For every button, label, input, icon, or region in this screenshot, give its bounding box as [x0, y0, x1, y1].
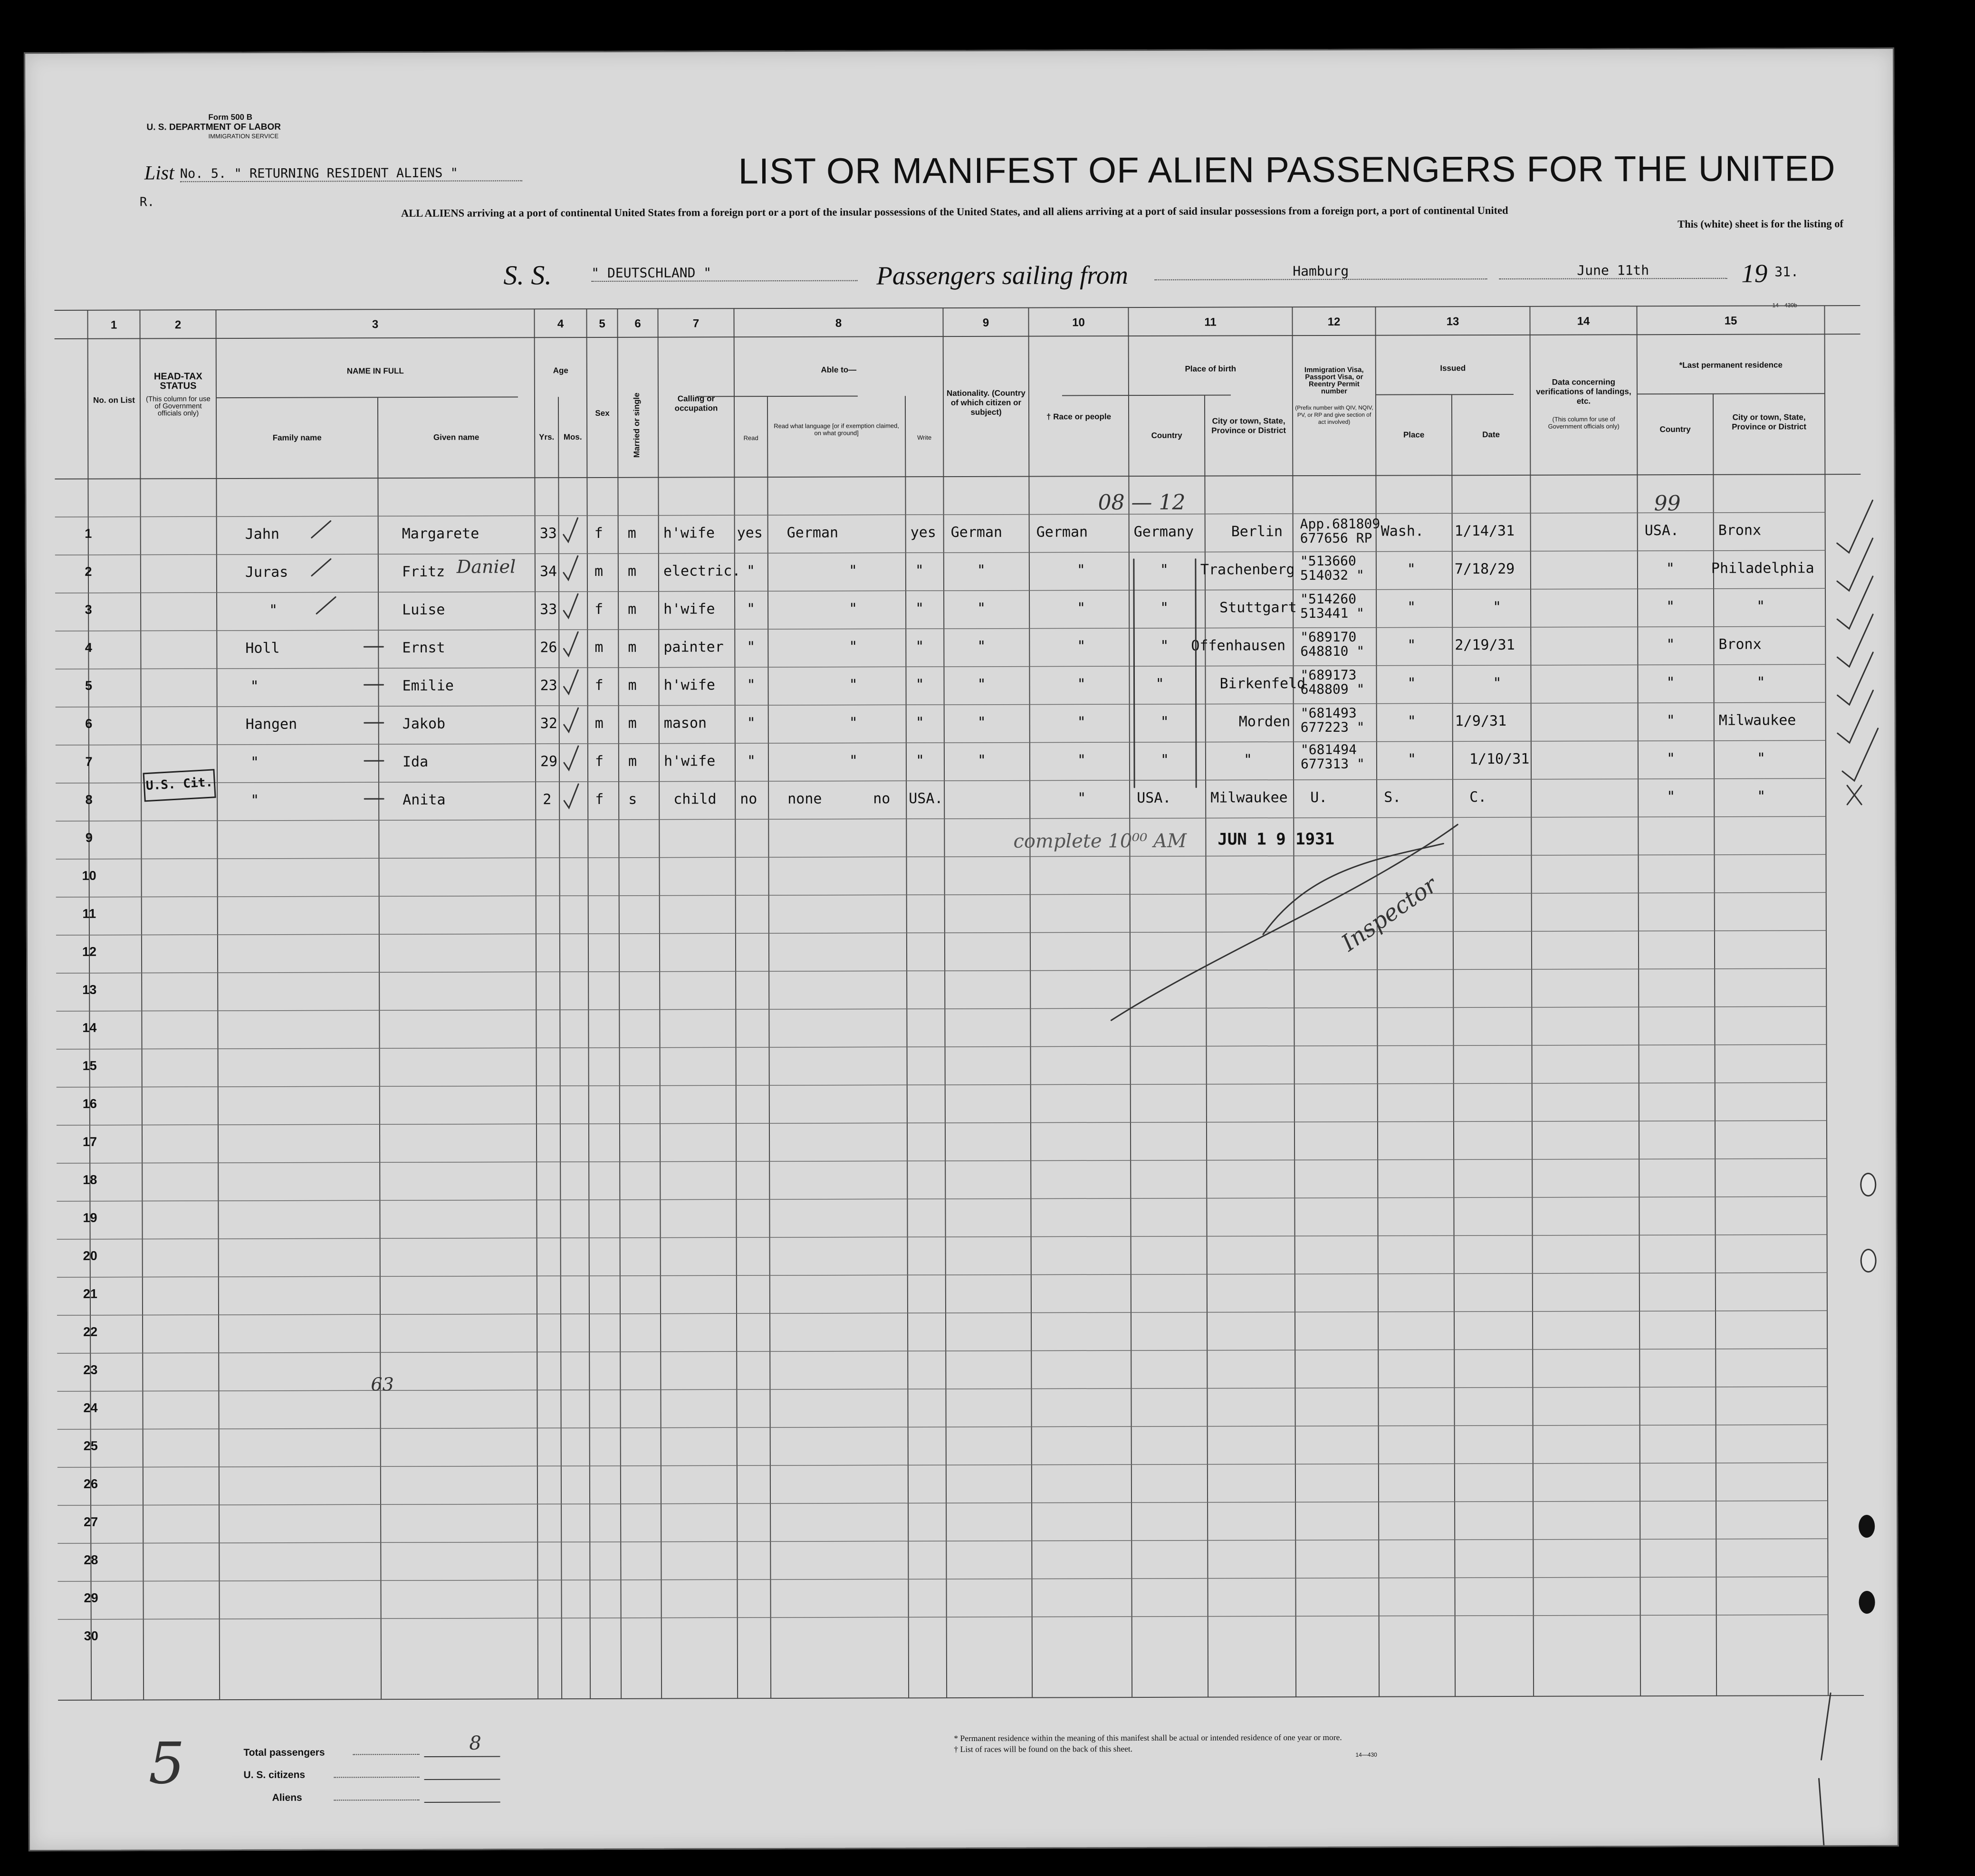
birth-city-cell: Stuttgart [1219, 599, 1297, 616]
issued-date-cell: C. [1469, 789, 1487, 806]
read-cell: " [746, 563, 756, 580]
us-cit-stamp [143, 769, 216, 802]
row-number: 9 [85, 830, 93, 845]
service-label: IMMIGRATION SERVICE [208, 132, 279, 140]
form-number: Form 500 B [208, 112, 253, 122]
header-able-to: Able to— [821, 365, 857, 374]
given-name-cell: Emilie [402, 677, 454, 695]
age-yrs-cell: 33 [539, 525, 557, 542]
column-number: 14 [1577, 315, 1590, 328]
nationality-cell: " [977, 638, 986, 655]
given-name-note: Daniel [456, 556, 516, 577]
margin-note-63: 63 [371, 1374, 394, 1395]
row-number: 18 [83, 1172, 97, 1187]
visa-cell-2: 677656 RP [1300, 530, 1372, 546]
age-yrs-cell: 2 [543, 791, 552, 808]
binder-hole [1859, 1591, 1875, 1614]
given-name-cell: Ernst [402, 639, 445, 657]
row-number: 12 [82, 944, 97, 959]
res-city-cell: Bronx [1718, 636, 1762, 653]
r-mark: R. [139, 195, 155, 210]
birth-country-cell: " [1160, 713, 1169, 730]
column-number: 3 [372, 318, 379, 331]
sex-cell: m [594, 639, 604, 656]
visa-cell-2: 677223 " [1300, 719, 1365, 736]
read-cell: " [747, 639, 756, 656]
header-age: Age [553, 366, 568, 375]
language-cell: " [848, 562, 858, 579]
header-no-on-list: No. on List [93, 395, 135, 405]
subtitle-line-1: ALL ALIENS arriving at a port of continental United States from a foreign port or a port of the insular possessions of the United States, and all aliens arriving at a port of said insular possessions from a foreign port, a port of continental United [401, 204, 1508, 220]
language-cell: none [787, 790, 822, 807]
age-yrs-cell: 26 [540, 639, 557, 656]
us-citizens-label: U. S. citizens [243, 1769, 306, 1780]
corner-code: 14—430b [1772, 302, 1797, 309]
res-city-cell: " [1756, 750, 1766, 767]
birth-country-cell: " [1160, 637, 1169, 654]
birth-country-cell: " [1160, 751, 1170, 768]
visa-cell: "681493 [1300, 705, 1357, 721]
header-place-of-birth: Place of birth [1185, 364, 1237, 373]
row-number: 4 [85, 640, 92, 655]
header-read-language: Read what language [or if exemption claimed, on what ground] [774, 422, 900, 437]
issued-place-cell: " [1407, 713, 1416, 730]
res-city-cell: " [1757, 788, 1766, 805]
birth-city-cell: Trachenberg [1200, 561, 1295, 578]
header-visa: Immigration Visa, Passport Visa, or Reentry Permit number [1304, 365, 1364, 396]
row-number: 6 [85, 716, 93, 731]
total-passengers-line [353, 1754, 419, 1755]
footnote-races: † List of races will be found on the back of this sheet. [954, 1744, 1133, 1754]
family-name-cell: Hangen [245, 716, 297, 733]
header-sex: Sex [595, 408, 610, 418]
visa-cell-2: 677313 " [1300, 756, 1365, 772]
issued-date-cell: 1/10/31 [1469, 750, 1530, 768]
column-number: 13 [1446, 315, 1459, 328]
row-number: 22 [83, 1324, 98, 1339]
list-value: No. 5. " RETURNING RESIDENT ALIENS " [180, 165, 522, 182]
total-passengers-label: Total passengers [243, 1747, 325, 1758]
read-cell: " [747, 601, 756, 618]
age-yrs-cell: 32 [540, 715, 557, 732]
column-number: 10 [1072, 316, 1085, 329]
given-name-cell: Jakob [402, 715, 446, 733]
row-number: 8 [85, 792, 93, 807]
total-passengers-value: 8 [469, 1732, 481, 1754]
row-number: 10 [82, 868, 96, 883]
given-name-cell: Ida [402, 753, 429, 771]
res-country-cell: " [1666, 750, 1676, 767]
row-number: 14 [82, 1020, 97, 1035]
row-number: 24 [83, 1400, 98, 1415]
visa-cell-2: 648809 " [1300, 681, 1365, 698]
row-number: 26 [83, 1476, 98, 1491]
res-country-cell: " [1667, 788, 1676, 805]
read-cell: yes [737, 525, 763, 542]
row-number: 2 [85, 564, 92, 579]
column-number: 2 [174, 318, 182, 332]
marital-cell: m [628, 639, 637, 656]
nationality-cell: USA. [909, 790, 943, 807]
aliens-label: Aliens [272, 1792, 302, 1803]
visa-cell: App.681809 [1300, 516, 1381, 532]
binder-hole [1860, 1173, 1876, 1196]
birth-city-cell: Berlin [1231, 523, 1283, 540]
nationality-cell: German [950, 524, 1003, 541]
birth-city-cell: Offenhausen [1191, 637, 1286, 654]
write-cell: no [873, 790, 891, 807]
write-cell: " [915, 752, 925, 769]
total-passengers-field [424, 1756, 500, 1757]
calling-cell: h'wife [663, 677, 715, 694]
read-cell: no [740, 791, 757, 808]
race-cell: " [1077, 600, 1086, 617]
race-cell: German [1036, 524, 1088, 541]
nationality-cell: " [977, 714, 986, 731]
res-country-cell: " [1666, 560, 1675, 577]
margin-note-5: 5 [148, 1731, 185, 1797]
header-visa-note: (Prefix number with QIV, NQIV, PV, or RP and give section of act involved) [1295, 404, 1373, 426]
column-number: 9 [982, 316, 989, 329]
manifest-title: LIST OR MANIFEST OF ALIEN PASSENGERS FOR THE UNITED [738, 148, 1836, 192]
res-country-cell: USA. [1644, 522, 1679, 539]
sex-cell: m [594, 715, 604, 732]
sex-cell: m [594, 563, 604, 580]
birth-city-cell: Morden [1238, 713, 1291, 730]
header-issued-place: Place [1403, 430, 1425, 440]
row-number: 25 [83, 1438, 98, 1453]
sex-cell: f [594, 601, 604, 618]
marital-cell: m [628, 753, 637, 770]
column-number: 6 [634, 317, 641, 330]
visa-cell: U. [1310, 789, 1328, 806]
birth-city-cell: " [1243, 751, 1253, 768]
marital-cell: m [627, 525, 636, 542]
race-cell: " [1077, 638, 1086, 655]
nationality-cell: " [977, 676, 986, 693]
visa-cell: "513660 [1300, 553, 1356, 569]
year-prefix: 19 [1741, 258, 1768, 288]
language-cell: " [849, 714, 858, 731]
header-write: Write [917, 434, 932, 441]
header-head-tax-note: (This column for use of Government officials only) [145, 395, 211, 418]
race-cell: " [1077, 752, 1086, 769]
row-number: 15 [82, 1058, 97, 1073]
column-number: 8 [835, 316, 842, 330]
res-country-cell: " [1666, 598, 1675, 615]
calling-cell: mason [663, 715, 707, 732]
calling-cell: h'wife [663, 753, 716, 770]
us-cit-stamp-text: U.S. Cit. [145, 775, 213, 794]
family-name-cell: " [250, 678, 259, 695]
given-name-cell: Anita [403, 791, 446, 809]
row-number: 23 [83, 1362, 98, 1377]
read-cell: " [747, 715, 756, 732]
write-cell: " [915, 714, 924, 731]
header-birth-country: Country [1151, 431, 1182, 440]
port-field: Hamburg [1154, 263, 1487, 280]
age-yrs-cell: 23 [540, 677, 557, 694]
race-cell: " [1077, 790, 1086, 807]
birth-country-cell: " [1155, 675, 1164, 692]
language-cell: " [849, 676, 858, 693]
aliens-field [424, 1802, 500, 1803]
margin-note-08-12: 08 — 12 [1098, 490, 1186, 515]
family-name-cell: " [250, 754, 259, 771]
header-calling: Calling or occupation [674, 394, 718, 413]
res-city-cell: Bronx [1718, 522, 1762, 539]
row-number: 11 [82, 906, 96, 921]
row-number: 7 [85, 754, 93, 769]
issued-place-cell: Wash. [1381, 523, 1424, 540]
row-number: 20 [83, 1248, 97, 1263]
birth-country-cell: " [1160, 599, 1169, 616]
header-read: Read [743, 434, 758, 442]
res-city-cell: " [1756, 598, 1765, 615]
given-name-cell: Luise [402, 601, 445, 619]
issued-date-cell: " [1493, 599, 1502, 616]
birth-city-cell: Milwaukee [1210, 789, 1288, 806]
sex-cell: f [594, 753, 604, 770]
visa-cell-2: 648810 " [1300, 643, 1365, 660]
header-issued: Issued [1440, 364, 1466, 373]
issued-date-cell: 1/9/31 [1455, 712, 1507, 730]
ss-label: S. S. [503, 259, 552, 291]
issued-place-cell: " [1407, 599, 1416, 616]
calling-cell: h'wife [663, 601, 715, 618]
sex-cell: f [595, 791, 604, 808]
sex-cell: f [594, 525, 603, 542]
write-cell: " [915, 600, 924, 617]
race-cell: " [1076, 562, 1086, 579]
header-married: Married or single [632, 392, 642, 458]
header-res-city: City or town, State, Province or District [1732, 412, 1807, 431]
row-number: 13 [82, 982, 97, 997]
calling-cell: child [673, 791, 717, 808]
row-number: 5 [85, 678, 93, 693]
birth-country-cell: USA. [1137, 789, 1171, 807]
row-number: 19 [83, 1210, 97, 1225]
write-cell: yes [910, 524, 936, 541]
visa-cell: "689173 [1300, 667, 1357, 683]
column-number: 1 [110, 318, 117, 332]
header-given-name: Given name [433, 432, 479, 442]
header-data-note: (This column for use of Government officials only) [1548, 415, 1620, 430]
marital-cell: s [628, 791, 637, 808]
res-city-cell: Milwaukee [1718, 712, 1796, 729]
row-number: 30 [84, 1628, 98, 1643]
family-name-cell: " [250, 792, 259, 809]
age-yrs-cell: 29 [540, 753, 558, 770]
birth-country-cell: " [1160, 561, 1169, 578]
row-number: 1 [85, 526, 92, 541]
write-cell: " [915, 562, 924, 579]
header-data-concerning: Data concerning verifications of landings, etc. [1536, 377, 1631, 406]
family-name-cell: Holl [245, 640, 280, 657]
header-res-country: Country [1659, 424, 1691, 434]
family-name-cell: Juras [245, 564, 288, 581]
write-cell: " [915, 676, 924, 693]
header-last-residence: *Last permanent residence [1679, 360, 1783, 370]
issued-place-cell: " [1407, 751, 1417, 768]
marital-cell: m [628, 715, 637, 732]
race-cell: " [1077, 676, 1086, 693]
column-number: 4 [557, 317, 564, 331]
race-cell: " [1077, 714, 1086, 731]
calling-cell: electric. [663, 563, 741, 580]
header-yrs: Yrs. [539, 432, 555, 442]
issued-date-cell: 2/19/31 [1455, 636, 1515, 654]
calling-cell: h'wife [663, 525, 715, 542]
row-number: 28 [84, 1552, 98, 1567]
language-cell: " [849, 638, 858, 655]
nationality-cell: " [977, 600, 986, 617]
visa-cell-2: 513441 " [1300, 605, 1365, 622]
row-number: 29 [84, 1590, 98, 1605]
marital-cell: m [628, 601, 637, 618]
row-number: 17 [82, 1134, 97, 1149]
header-nationality: Nationality. (Country of which citizen or subject) [946, 388, 1026, 417]
sex-cell: f [594, 677, 604, 694]
birth-country-cell: Germany [1133, 523, 1194, 541]
header-family-name: Family name [272, 433, 322, 442]
inspector-signature: Inspector [1336, 871, 1442, 957]
res-city-cell: Philadelphia [1711, 560, 1814, 577]
family-name-cell: " [269, 602, 278, 619]
sailing-label: Passengers sailing from [876, 260, 1129, 290]
language-cell: German [786, 524, 839, 541]
us-citizens-field [424, 1779, 500, 1780]
language-cell: " [849, 600, 858, 617]
row-number: 21 [83, 1286, 97, 1301]
header-name-in-full: NAME IN FULL [346, 366, 404, 376]
read-cell: " [747, 753, 756, 770]
birth-city-cell: Birkenfeld [1219, 675, 1306, 692]
issued-date-cell: 7/18/29 [1454, 560, 1515, 578]
margin-note-99: 99 [1654, 491, 1681, 516]
marital-cell: m [627, 563, 637, 580]
header-issued-date: Date [1482, 430, 1500, 440]
row-number: 3 [85, 602, 92, 617]
row-number: 16 [82, 1096, 97, 1111]
date-field: June 11th [1499, 262, 1727, 279]
subtitle-line-2: This (white) sheet is for the listing of [1678, 218, 1844, 230]
family-name-cell: Jahn [245, 526, 280, 543]
res-country-cell: " [1666, 636, 1675, 653]
issued-date-cell: " [1493, 675, 1502, 692]
department-label: U. S. DEPARTMENT OF LABOR [146, 122, 281, 133]
header-race: † Race or people [1046, 412, 1112, 421]
marital-cell: m [628, 677, 637, 694]
header-birth-city: City or town, State, Province or District [1211, 416, 1286, 435]
nationality-cell: " [977, 562, 986, 579]
issued-place-cell: " [1407, 561, 1416, 578]
manifest-sheet [24, 48, 1899, 1851]
footnote-residence: * Permanent residence within the meaning of this manifest shall be actual or intended residence of one year or more. [954, 1732, 1342, 1743]
visa-cell: "681494 [1300, 741, 1357, 758]
issued-place-cell: S. [1384, 789, 1401, 806]
language-cell: " [849, 752, 858, 769]
column-number: 12 [1327, 315, 1341, 328]
res-city-cell: " [1756, 674, 1765, 691]
year-suffix: 31. [1774, 264, 1799, 280]
visa-cell: "514260 [1300, 591, 1357, 607]
nationality-cell: " [977, 752, 987, 769]
column-number: 11 [1204, 316, 1217, 329]
binder-hole [1860, 1249, 1877, 1273]
res-country-cell: " [1666, 712, 1675, 729]
header-head-tax: HEAD-TAX STATUS [153, 371, 202, 392]
res-country-cell: " [1666, 674, 1675, 691]
issued-date-cell: 1/14/31 [1454, 522, 1515, 540]
given-name-cell: Fritz [402, 563, 445, 581]
binder-hole [1859, 1515, 1875, 1538]
visa-cell: "689170 [1300, 629, 1357, 645]
write-cell: " [915, 638, 924, 655]
complete-note: complete 10⁰⁰ AM [1013, 830, 1187, 852]
read-cell: " [747, 677, 756, 694]
ship-name: " DEUTSCHLAND " [591, 265, 857, 282]
issued-place-cell: " [1407, 675, 1416, 692]
issued-place-cell: " [1407, 637, 1416, 654]
row-number: 27 [84, 1514, 98, 1529]
calling-cell: painter [663, 639, 724, 656]
age-yrs-cell: 34 [539, 563, 557, 580]
date-stamp: JUN 1 9 1931 [1218, 829, 1335, 849]
column-number: 7 [692, 317, 700, 330]
footer-code: 14—430 [1355, 1751, 1377, 1758]
age-yrs-cell: 33 [540, 601, 557, 618]
column-number: 5 [599, 317, 605, 330]
column-number: 15 [1724, 314, 1737, 327]
visa-cell-2: 514032 " [1300, 567, 1364, 584]
header-mos: Mos. [563, 432, 582, 442]
list-label: List [144, 162, 174, 184]
given-name-cell: Margarete [402, 525, 479, 543]
